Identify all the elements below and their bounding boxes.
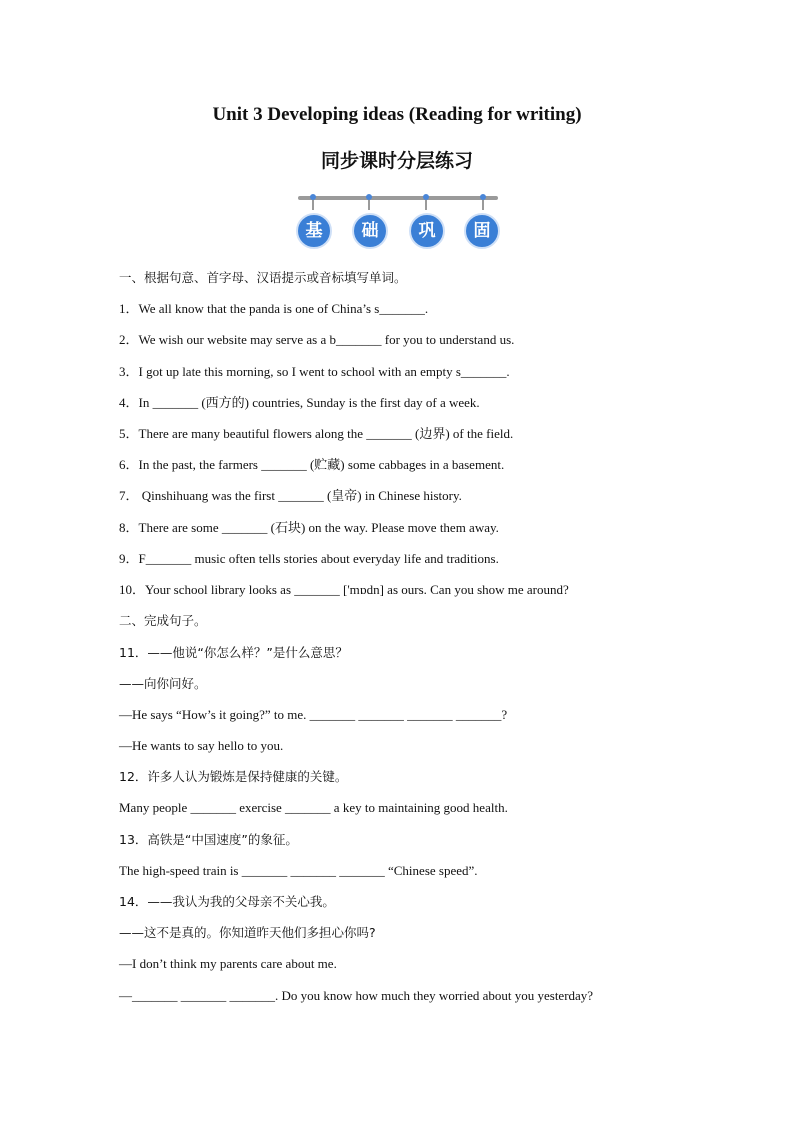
- banner-badge-ji: 基: [296, 213, 332, 249]
- question-14-en-b: —_______ _______ _______. Do you know how much they worried about you yesterday?: [119, 988, 594, 1003]
- question-11-cn-b: ——向你问好。: [119, 676, 207, 691]
- question-12-cn: 12．许多人认为锻炼是保持健康的关键。: [119, 769, 348, 784]
- question-14-en-a: —I don’t think my parents care about me.: [119, 956, 337, 971]
- page-subtitle: 同步课时分层练习: [320, 150, 473, 172]
- question-2: 2．We wish our website may serve as a b_______ for you to understand us.: [119, 332, 515, 347]
- section-banner: [296, 192, 500, 252]
- question-7: 7． Qinshihuang was the first _______ (皇帝) in Chinese history.: [119, 488, 462, 503]
- section-heading-1: 一、根据句意、首字母、汉语提示或音标填写单词。: [119, 270, 407, 285]
- question-11-cn-a: 11．——他说“你怎么样？”是什么意思？: [119, 645, 348, 660]
- question-11-en-a: —He says “How’s it going?” to me. _______ _______ _______ _______?: [119, 707, 508, 722]
- banner-badge-chu: 础: [352, 213, 388, 249]
- question-3: 3．I got up late this morning, so I went to school with an empty s_______.: [119, 364, 510, 379]
- question-6: 6．In the past, the farmers _______ (贮藏) some cabbages in a basement.: [119, 457, 505, 472]
- question-1: 1．We all know that the panda is one of China’s s_______.: [119, 301, 429, 316]
- question-4: 4．In _______ (西方的) countries, Sunday is the first day of a week.: [119, 395, 480, 410]
- question-14-cn-a: 14．——我认为我的父母亲不关心我。: [119, 894, 335, 909]
- question-5: 5．There are many beautiful flowers along the _______ (边界) of the field.: [119, 426, 514, 441]
- question-11-en-b: —He wants to say hello to you.: [119, 738, 284, 753]
- banner-dot: [310, 194, 316, 200]
- banner-badge-gu: 固: [464, 213, 500, 249]
- section-heading-2: 二、完成句子。: [119, 613, 207, 628]
- question-9: 9．F_______ music often tells stories about everyday life and traditions.: [119, 551, 499, 566]
- banner-bar: [298, 196, 498, 200]
- question-14-cn-b: ——这不是真的。你知道昨天他们多担心你吗?: [119, 925, 376, 940]
- page-title: Unit 3 Developing ideas (Reading for writing): [212, 104, 582, 125]
- banner-badge-gong: 巩: [409, 213, 445, 249]
- question-10: 10．Your school library looks as _______ ['mɒdn] as ours. Can you show me around?: [119, 582, 569, 597]
- question-13-cn: 13．高铁是“中国速度”的象征。: [119, 832, 298, 847]
- question-13-en: The high-speed train is _______ _______ _______ “Chinese speed”.: [119, 863, 478, 878]
- banner-dot: [423, 194, 429, 200]
- question-12-en: Many people _______ exercise _______ a key to maintaining good health.: [119, 800, 508, 815]
- banner-dot: [366, 194, 372, 200]
- banner-dot: [480, 194, 486, 200]
- question-8: 8．There are some _______ (石块) on the way. Please move them away.: [119, 520, 499, 535]
